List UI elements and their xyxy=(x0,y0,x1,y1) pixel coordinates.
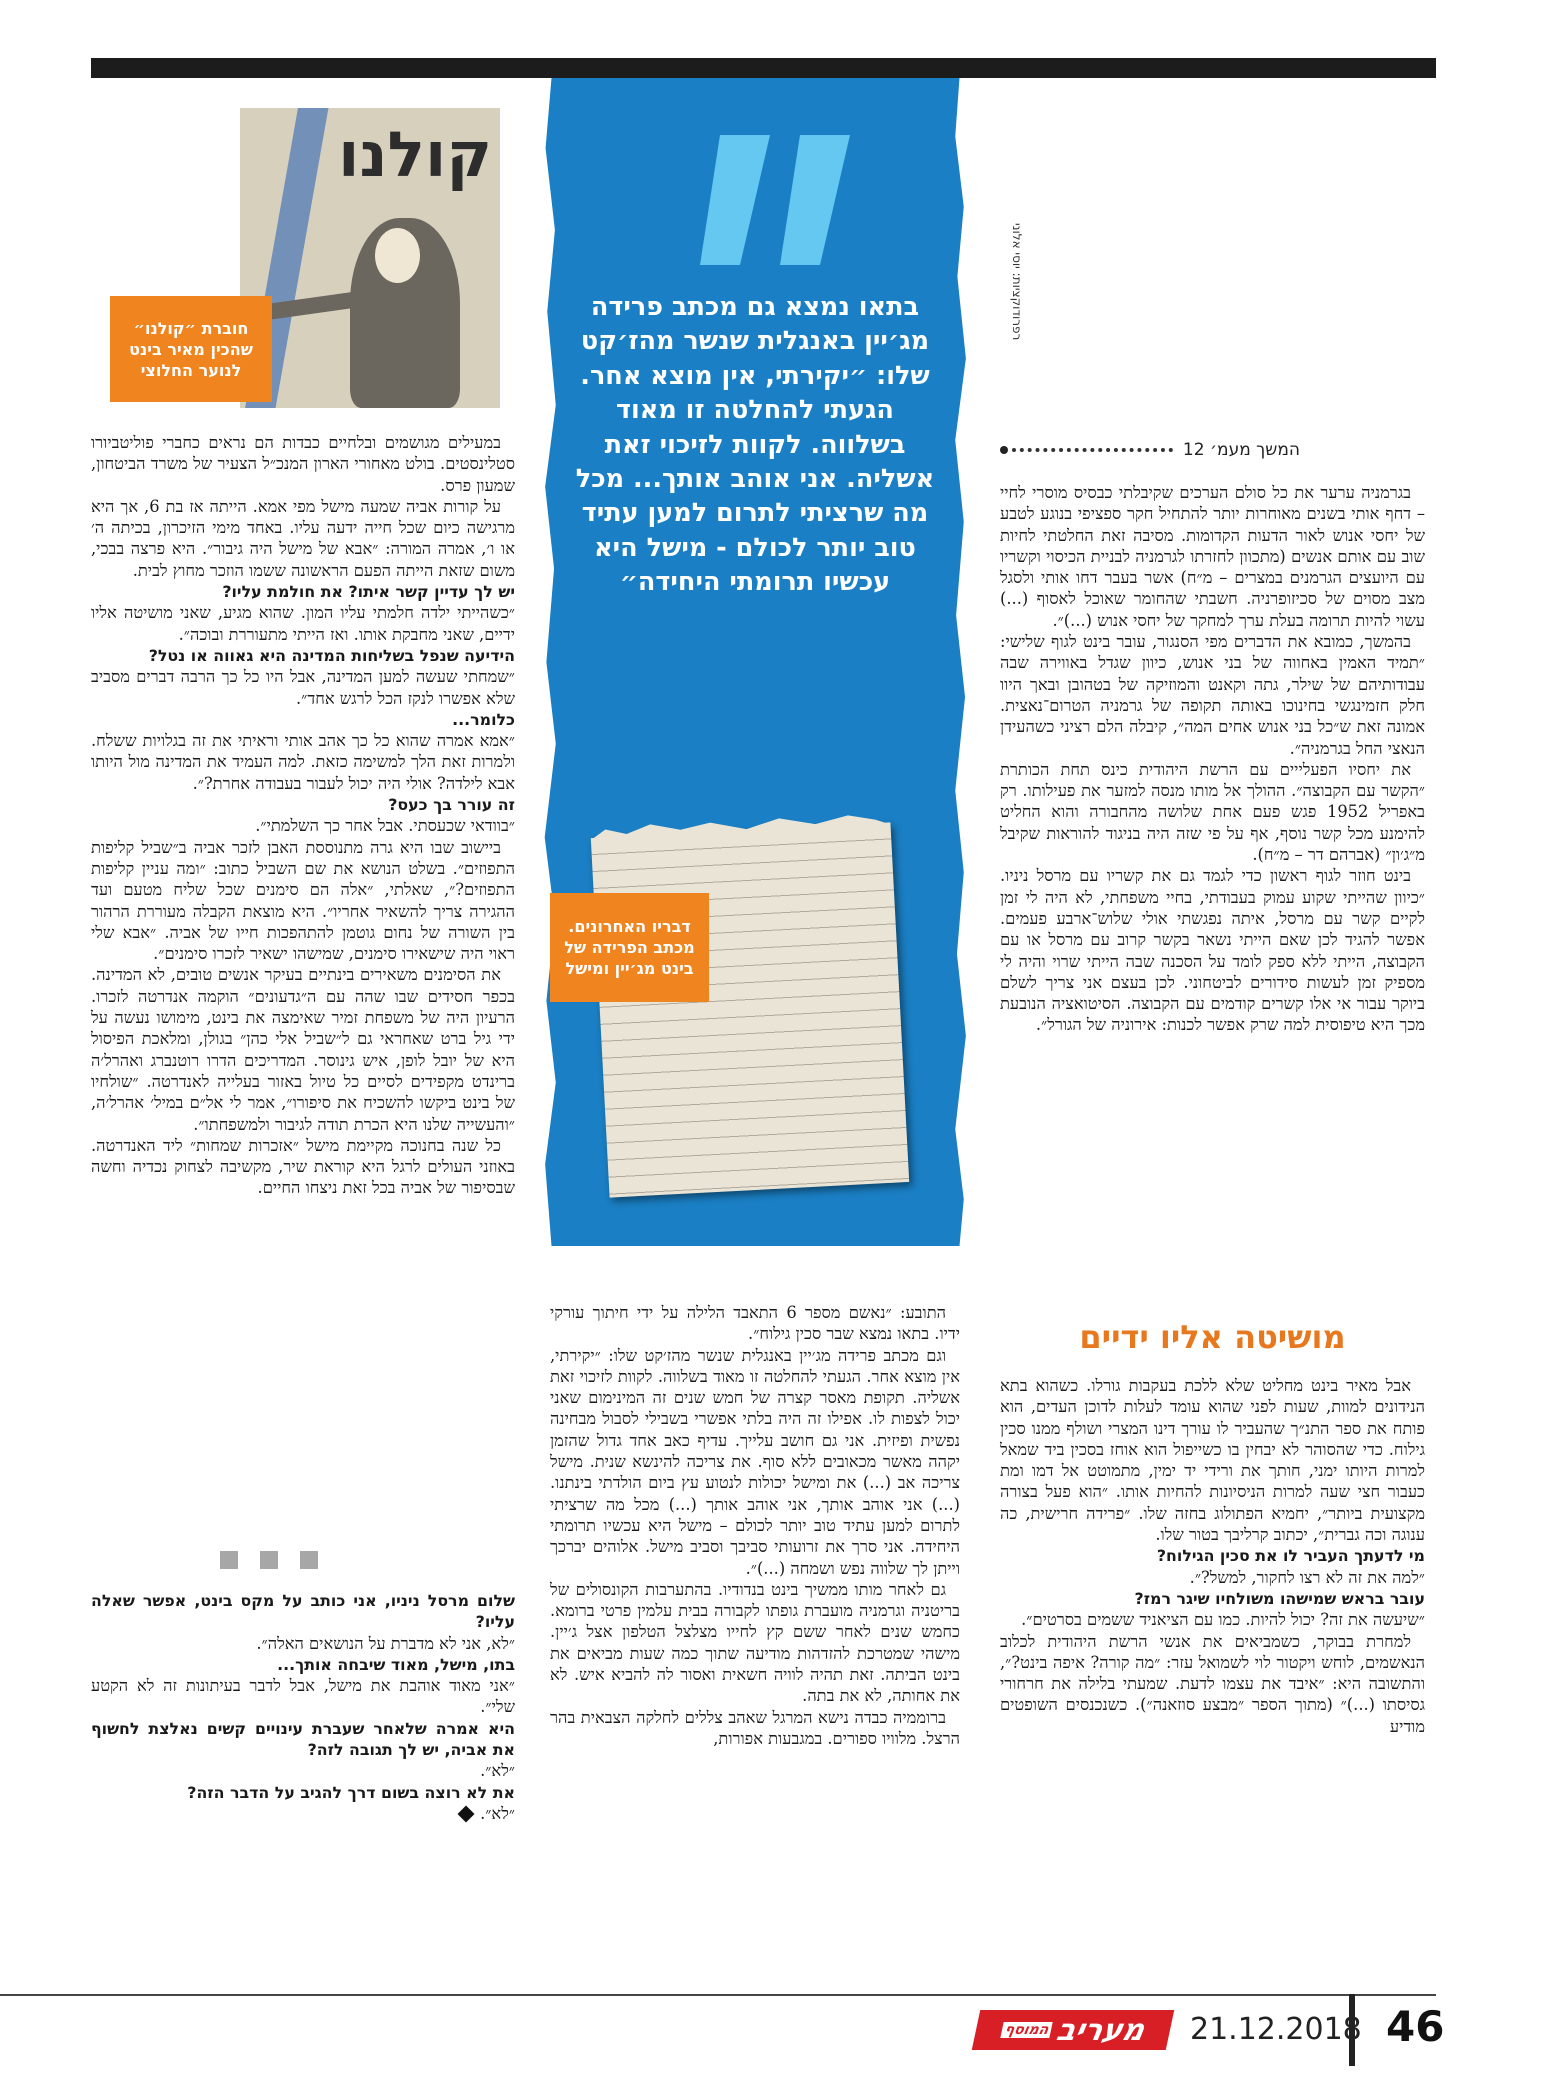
top-rule xyxy=(91,58,1436,78)
article-column-3 xyxy=(91,432,515,1199)
koleinu-cover-image xyxy=(240,108,500,408)
cover-title: קולנו xyxy=(338,118,492,191)
caption-letter-text: דבריו האחרונים. מכתב הפרידה של בינט מג׳יין ומישל xyxy=(564,917,695,978)
continued-from xyxy=(1000,438,1300,462)
interview-question: זה עורר בך כעס? xyxy=(388,795,515,815)
article-column-2 xyxy=(550,1302,960,1749)
footer-rule xyxy=(0,1994,1436,1996)
paragraph: את יחסיו הפעלייים עם הרשת היהודית כינס תחת הכותרת ״הקשר עם הקבוצה״. ההולך אל מותו מנסה למזער את פעילותו. רק באפריל 1952 פגש פעם אחת שלושה מהחבורה והוא החליט להימנע מכל קשר נוסף, אף על פי שזה היה בניגוד להוראות שקיבל מ״ג׳ון״ (אברהם דר – מ״ח). xyxy=(1000,759,1425,865)
interview-question: כלומר... xyxy=(452,709,515,729)
paragraph: ביישוב שבו היא גרה מתנוססת האבן לזכר אביה ב״שביל קליפות התפוזים״. בשלט הנושא את שם השביל כתוב: ״ומה עניין קליפות התפוזים?״, שאלתי, ״אלה הם סימנים שכל שליח מטעם ועד ההגירה צריך להשאיר אחריו״. היא מוצאת הקבלה מעוררת הרהור בין השורה של נחום גוטמן להתהפכות חייו של אביה. ״אבא שלי ראוי היה שישאירו סימנים, שמישהו ישאיר לזכרו סימנים״. xyxy=(91,837,515,964)
paragraph: למחרת בבוקר, כשמביאים את אנשי הרשת היהודית לכלוב הנאשמים, לוחש ויקטור לוי לשמואל עזר: ״מה קורה? איפה בינט?״, והתשובה היא: ״איבד את עצמו לדעת. שמעתי בלילה את חרחורי גסיסתו (...)״ (מתוך הספר ״מבצע סוזאנה״). כשנכנסים השופטים מודיע xyxy=(1000,1631,1425,1736)
paragraph: התובע: ״נאשם מספר 6 התאבד הלילה על ידי חיתוך עורקי ידיו. בתאו נמצא שבר סכין גילוח״. xyxy=(550,1303,960,1344)
paragraph: כל שנה בחנוכה מקיימת מישל ״אזכרות שמחות״ ליד האנדרטה. באוזני העולים לרגל היא קוראת שיר, מקשיבה לצחוק נכדיה וחשה שבסיפור של אביה בכל זאת ניצחו החיים. xyxy=(91,1135,515,1198)
interview-question: היא אמרה שלאחר שעברת עינויים קשים נאלצת לחשוף את אביה, יש לך תגובה לזה? xyxy=(91,1718,515,1760)
end-mark-icon xyxy=(458,1806,475,1823)
pull-quote-text: בתאו נמצא גם מכתב פרידה מג׳יין באנגלית שנשר מהז׳קט שלו: ״יקירתי, אין מוצא אחר. הגעתי להחלטה זו מאוד בשלווה. לקוות לזיכוי זאת אשליה. אני אוהב אותך... מכל מה שרציתי לתרום למען עתיד טוב יותר לכולם - מישל היא עכשיו תרומתי היחידה״ xyxy=(575,292,935,598)
interview-question: את לא רוצה בשום דרך להגיב על הדבר הזה? xyxy=(187,1782,515,1802)
logo-text: מעריב xyxy=(1053,2012,1148,2048)
paragraph: ״לא״. xyxy=(480,1761,515,1781)
interview-question: בתו, מישל, מאוד שיבחה אותך... xyxy=(277,1654,515,1674)
dotted-leader xyxy=(1012,448,1173,452)
paragraph: על קורות אביה שמעה מישל מפי אמא. הייתה אז בת 6, אך היא מרגישה כיום שכל חייה ידעה עליו. באחד מימי הזיכרון, בכיתה ה׳ או ו׳, אמרה המורה: ״אבא של מישל היה גיבור״. היא פרצה בבכי, משום שזאת הייתה הפעם הראשונה ששמו הוזכר מחוץ לבית. xyxy=(91,496,515,580)
paragraph: ״שיעשה את זה? יכול להיות. כמו עם הציאניד ששמים בסרטים״. xyxy=(1021,1610,1425,1630)
paragraph: אבל מאיר בינט מחליט שלא ללכת בעקבות גורלו. כשהוא בתא הנידונים למוות, שעות לפני שהוא עומד לעלות לדוכן העדים, הוא פותח את ספר התנ״ך שהעביר לו עורך דינו המצרי ושולף ממנו סכין גילוח. כדי שהסוהר לא יבחין בו כשייפול הוא אוחז בסכין ביד שמאל למרות היותו ימני, חותך את ורידי יד ימין, מתמוטט אל דמו ומת כעבור חצי שעה למרות הניסיונות להחיות אותו. ״הוא פעל בצורה מקצועית ביותר״, יחמיא הפתולוג בחזה שלו. ״פרידה חרישית, כה ענוגה וכה גברית״, יכתוב קרליבך בטור שלו. xyxy=(1000,1376,1425,1545)
paragraph: ״לא״. xyxy=(91,1803,515,1824)
quote-mark-icon xyxy=(700,135,860,265)
caption-letter xyxy=(550,893,709,1002)
paragraph: בינט חוזר לגוף ראשון כדי לגמד גם את קשריו עם מרסל ניניו. ״כיוון שהייתי שקוע עמוק בעבודתי, בחיי משפחתי, לא היה לי זמן לקיים קשר עם מרסל, איתה נפגשתי אולי שלוש־ארבע פעמים. אפשר להגיד לכן שאם הייתי נשאר בקשר קרוב עם מרסל או עם הקבוצה, הייתי ללא ספק לומד על הסכנה שבה הייתי שרוי והיה לי מספיק זמן לעשות סידורים לביטחוני. לכן בעצם אני צריך לשלם ביוקר עבור אי אלו קשרים קודמים עם הקבוצה. הסיטואציה הנובעת מכך היא טיפוסית למה שרק אפשר לכנות: אירוניה של הגורל״. xyxy=(1000,866,1425,1035)
logo-sub: המוסף xyxy=(1000,2022,1053,2038)
paragraph: ״אני מאוד אוהבת את מישל, אבל לדבר בעיתונות זה לא הקטע שלי״. xyxy=(91,1676,515,1717)
paragraph: וגם מכתב פרידה מג׳יין באנגלית שנשר מהז׳קט שלו: ״יקירתי, אין מוצא אחר. הגעתי להחלטה זו מאוד בשלווה. לקוות לזיכוי זאת אשליה. תקופת מאסר קצרה של חמש שנים זה המינימום שאני יכול לצפות לו. אפילו זה היה בלתי אפשרי בשבילי לסבול מבחינה נפשית ופיזית. אני גם חושב עלייך. עדיף כאב אחד גדול שהזמן יקהה מאשר מכאובים ללא סוף. את צריכה להינשא שנית. מישל צריכה אב (...) את ומישל יכולות לנטוע עץ ביום הולדתי בינתנו. (...) אני אוהב אותך, אני אוהב אותך (...) מכל מה שרציתי לתרום למען עתיד טוב יותר לכולם – מישל היא עכשיו תרומתי היחידה. אני סרך את זרועותי סביבך וסביב מישל. אלוהים יברכך וייתן לך שלווה נפש ושמחה (...)״. xyxy=(550,1345,960,1578)
paragraph: ״בוודאי שכעסתי. אבל אחר כך השלמתי״. xyxy=(255,816,515,836)
continued-label: המשך מעמ׳ 12 xyxy=(1182,440,1300,460)
paragraph: ״שמחתי שעשה למען המדינה, אבל היו כל כך הרבה דברים מסביב שלא אפשרו לנקז הכל לרגש אחד״. xyxy=(91,667,515,708)
article-column-1b xyxy=(1000,1375,1425,1737)
paragraph: ״כשהייתי ילדה חלמתי עליו המון. שהוא מגיע, שאני מושיטה אליו ידיים, שאני מחבקת אותו. ואז הייתי מתעוררת ובוכה״. xyxy=(91,603,515,644)
interview-question: יש לך עדיין קשר איתו? את חולמת עליו? xyxy=(222,582,515,602)
interview-question: עובר בראש שמישהו משולחיו שיגר רמז? xyxy=(1134,1588,1425,1608)
interview-question: שלום מרסל ניניו, אני כותב על מקס בינט, אפשר שאלה עליו? xyxy=(91,1591,515,1632)
caption-cover-text: חוברת ״קולנו״ שהכין מאיר בינט לנוער החלוצי xyxy=(129,318,253,380)
section-separator xyxy=(220,1551,318,1569)
photo-credit: רפרודוקציות: יוסי אלוני xyxy=(1010,222,1024,340)
paragraph: את הסימנים משאירים בינתיים בעיקר אנשים טובים, לא המדינה. בכפר חסידים שבו שהה עם ה״גדעונים״ הוקמה אנדרטה לזכרו. הרעיון היה של משפחת זמיר שאימצה את בינט, מימושו נעשה על ידי גיל ברט שאחראי גם ל״שביל אלי כהן״ בגולן, ומלאכת הפיסול היא של יובל לופן, איש גינוסר. המדריכים הדרו רוטנברג ואהרל׳ה ברינדט מקפידים לסיים כל טיול באזור בעלייה לאנדרטה. ״שולחיו של בינט ביקשו להשכיח את סיפורו״, אמר לי אל״ם במיל׳ אהרל׳ה, ״והעשייה שלנו היא הכרת תודה לגיבור ולמשפחתו״. xyxy=(91,965,515,1134)
paragraph: במעילים מגושמים ובלחיים כבדות הם נראים כחברי פוליטביורו סטלינסטים. בולט מאחורי הארון המנכ״ל הצעיר של משרד הביטחון, שמעון פרס. xyxy=(91,433,515,495)
paragraph: בהמשך, כמובא את הדברים מפי הסנגור, עובר בינט לגוף שלישי: ״תמיד האמין באחווה של בני אנוש, כיוון שגדל באווירה שבה עבודותיהם של שילר, גתה וקאנט והמוזיקה של בטהובן ובאך היוו חלק חזמינגשי בחינוכו באותה תקופה של גרמניה הטרום־נאצית. אמונה זאת ש״כל בני אנוש אחים המה״, קיבלה הלם רציני כשהעידן הנאצי החל בגרמניה״. xyxy=(1000,632,1425,758)
issue-date: 21.12.2018 xyxy=(1190,2012,1362,2047)
paragraph: ״לא, אני לא מדברת על הנושאים האלה״. xyxy=(256,1633,515,1653)
interview-question: מי לדעתך העביר לו את סכין הגילוח? xyxy=(1156,1546,1425,1566)
paragraph: ״אמא אמרה שהוא כל כך אהב אותי וראיתי את זה בגלויות ששלח. ולמרות זאת הלך למשימה כזאת. למה העמיד את המדינה מול היותו אבא לילדה? אולי היה יכול לעבור בעבודה אחרת?״. xyxy=(91,731,515,793)
page-number: 46 xyxy=(1386,2002,1445,2051)
paragraph: בגרמניה ערער את כל סולם הערכים שקיבלתי כבסיס מוסרי לחיי – דחף אותי בשנים מאוחרות יותר להתחיל חקר ספציפי בנוגע לטבע של יחסי אנוש לאור הדעות הקדומות. מסיבה זאת החלטתי לחיות שוב עם אותם אנשים (מתכוון לחזרתו לגרמניה לבניית הכיסוי וקשריו עם היועצים הגרמנים במצרים – מ״ח) אשר בעבר דחו אותי ולסגל מצב מסוים של סכיזופרניה. חשבתי שהחומר שאוכל לאסוף (...) עשוי להיות תרומה בעלת ערך למחקר של יחסי אנוש (...)״. xyxy=(1000,483,1425,630)
paragraph: ברוממיה כבדה נישא המרגל שאהב צללים לחלקה הצבאית בהר הרצל. מלוויו ספורים. במגבעות אפורות, xyxy=(550,1707,960,1748)
leader-end-dot xyxy=(1000,446,1008,454)
figure-head xyxy=(375,228,420,283)
article-column-1 xyxy=(1000,482,1425,1036)
paragraph: ״למה את זה לא רצו לחקור, למשל?״. xyxy=(1189,1567,1425,1587)
publication-logo xyxy=(972,2010,1175,2050)
farewell-letter-image xyxy=(591,822,909,1197)
subheading: מושיטה אליו ידיים xyxy=(1079,1318,1346,1356)
caption-cover xyxy=(110,296,272,402)
paragraph: גם לאחר מותו ממשיך בינט בנדודיו. בהתערבות הקונסולים של בריטניה וגרמניה מועברת גופתו לקבורה בבית עלמין פרטי ברומא. כחמש שנים לאחר ששם קץ לחייו מצלצל הטלפון אצל ג׳יין. מישהי שמטרכת להזדהות מודיעה שתוך כמה שעות מביאים את בינט הביתה. זאת תהיה לוויה חשאית ואסור לה להביא איש. לא את אחותה, לא את בתה. xyxy=(550,1579,960,1706)
interview-question: הידיעה שנפל בשליחות המדינה היא גאווה או נטל? xyxy=(148,645,515,665)
article-column-3b xyxy=(91,1590,515,1824)
